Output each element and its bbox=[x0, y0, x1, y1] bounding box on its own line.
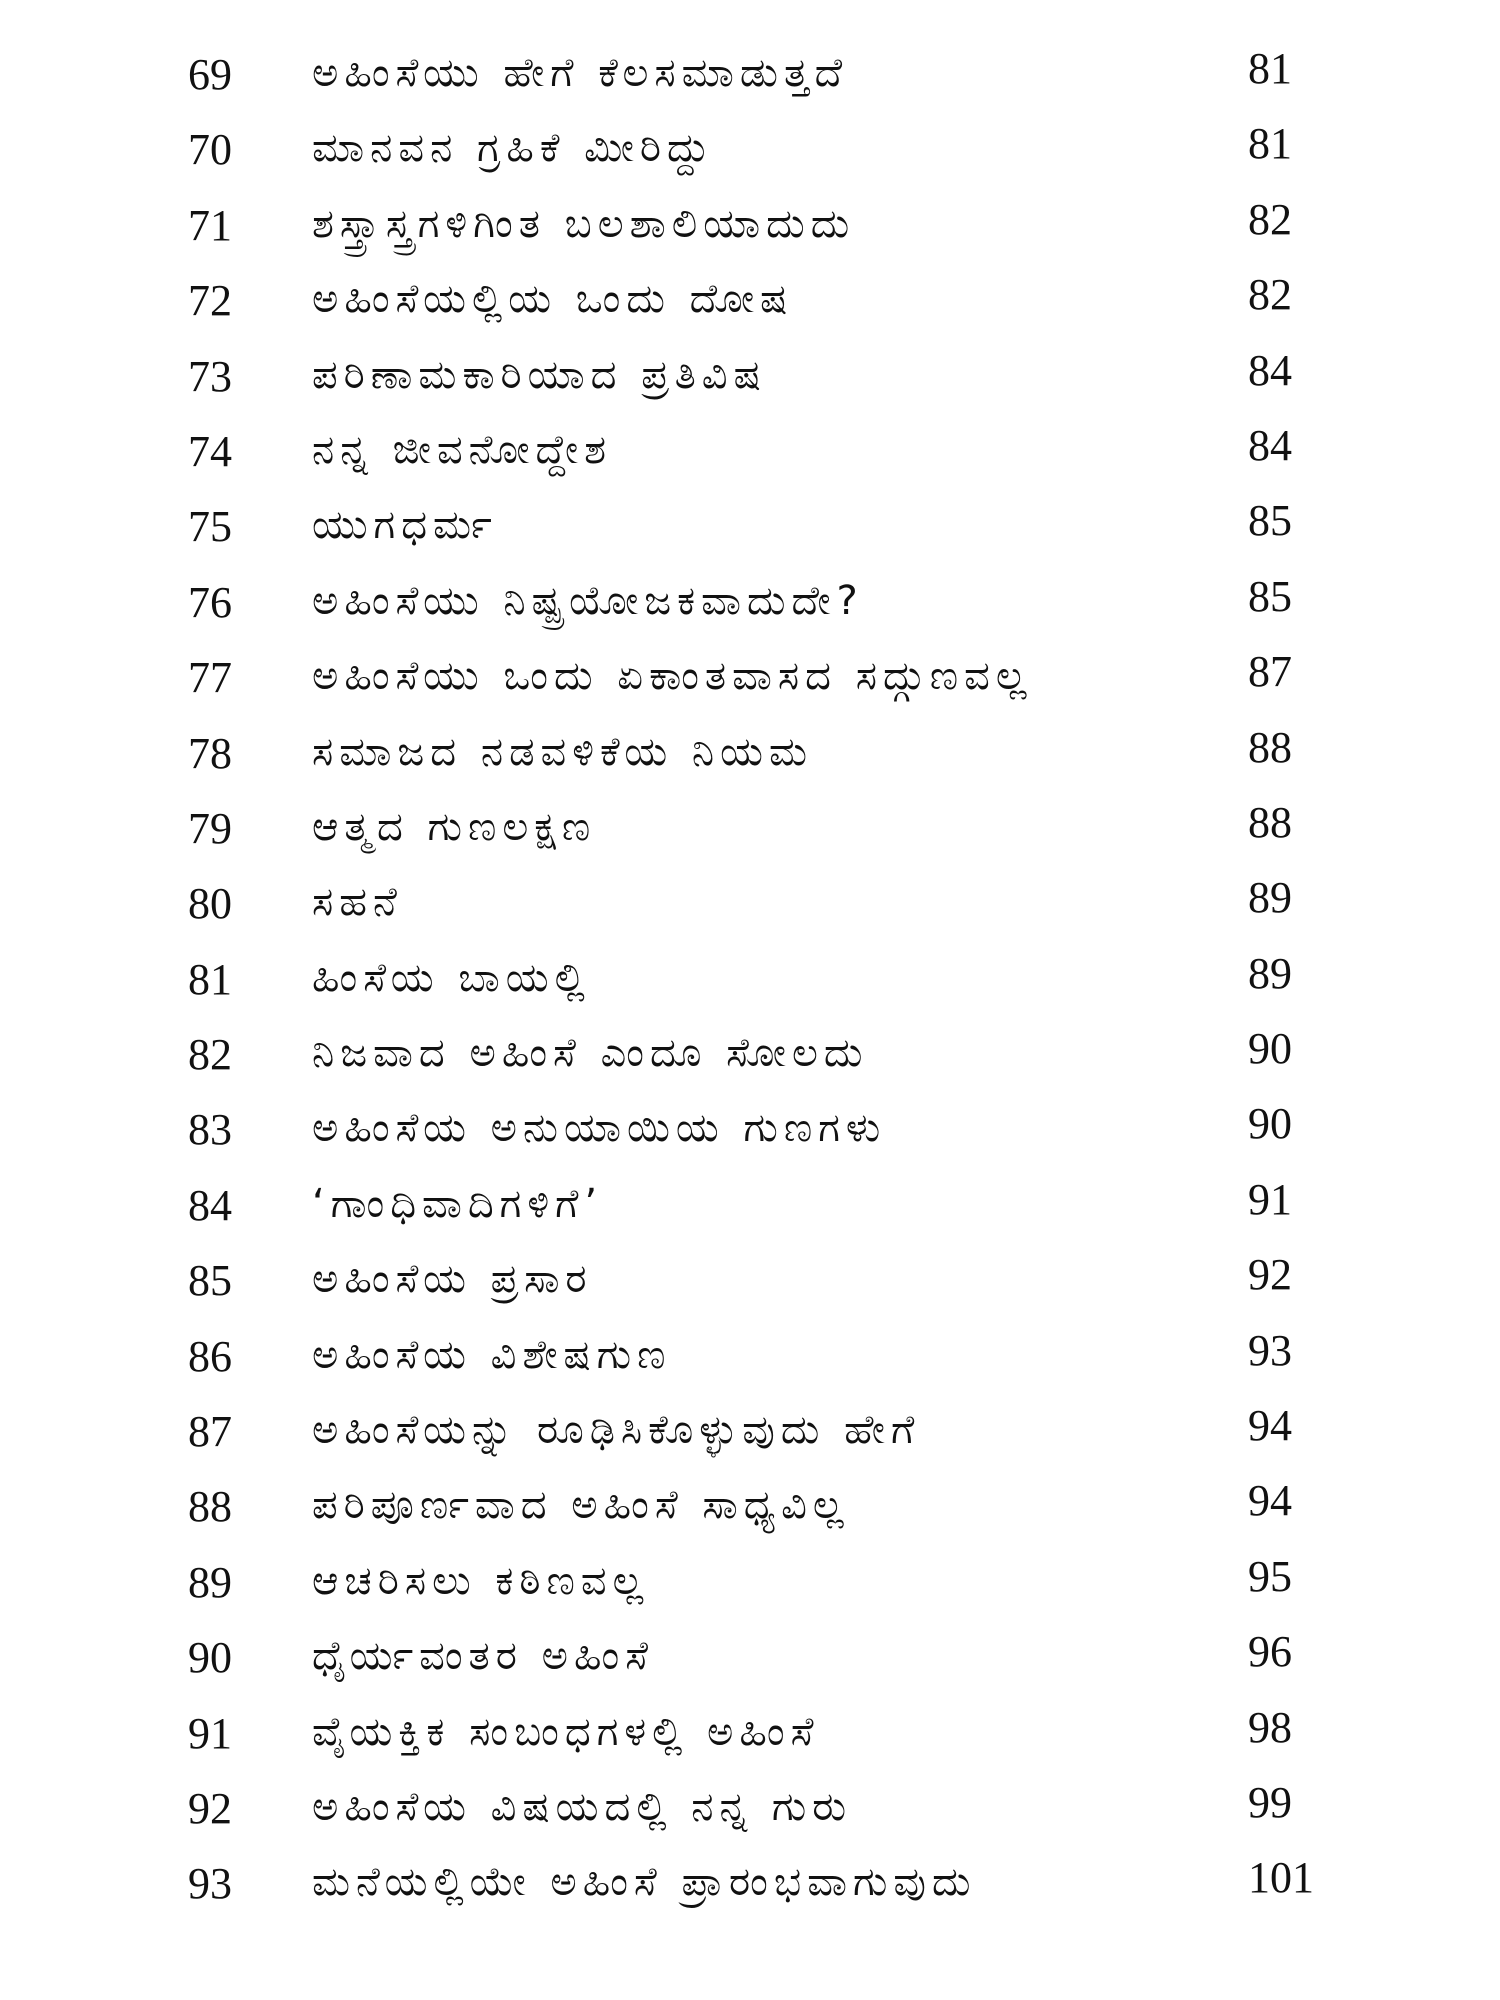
chapter-number: 87 bbox=[188, 1407, 232, 1457]
chapter-title: ಯುಗಧರ್ಮ bbox=[312, 502, 498, 549]
page-number: 85 bbox=[1248, 496, 1292, 546]
page-number: 88 bbox=[1248, 722, 1292, 772]
page-number: 82 bbox=[1248, 270, 1292, 320]
toc-entry bbox=[0, 1016, 1500, 1091]
chapter-title: ಶಸ್ತ್ರಾಸ್ತ್ರಗಳಿಗಿಂತ ಬಲಶಾಲಿಯಾದುದು bbox=[312, 200, 856, 247]
toc-entry bbox=[0, 865, 1500, 940]
page-number: 90 bbox=[1248, 1099, 1292, 1149]
toc-entry bbox=[0, 1619, 1500, 1694]
page-number: 91 bbox=[1248, 1174, 1292, 1224]
page-number: 84 bbox=[1248, 345, 1292, 395]
chapter-number: 89 bbox=[188, 1557, 232, 1607]
chapter-number: 83 bbox=[188, 1105, 232, 1155]
toc-entry bbox=[0, 1770, 1500, 1845]
page-number: 98 bbox=[1248, 1702, 1292, 1752]
toc-entry bbox=[0, 790, 1500, 865]
chapter-title: ‘ಗಾಂಧಿವಾದಿಗಳಿಗೆ’ bbox=[312, 1180, 604, 1227]
page-number: 85 bbox=[1248, 571, 1292, 621]
toc-entry bbox=[0, 262, 1500, 337]
chapter-number: 85 bbox=[188, 1256, 232, 1306]
page-number: 94 bbox=[1248, 1401, 1292, 1451]
chapter-title: ನಿಜವಾದ ಅಹಿಂಸೆ ಎಂದೂ ಸೋಲದು bbox=[312, 1030, 869, 1077]
chapter-number: 84 bbox=[188, 1180, 232, 1230]
chapter-number: 86 bbox=[188, 1331, 232, 1381]
chapter-title: ಅಹಿಂಸೆಯ ವಿಶೇಷಗುಣ bbox=[312, 1331, 672, 1378]
chapter-number: 92 bbox=[188, 1783, 232, 1833]
toc-entry bbox=[0, 715, 1500, 790]
table-of-contents bbox=[0, 36, 1500, 1921]
toc-entry bbox=[0, 1242, 1500, 1317]
toc-entry bbox=[0, 1544, 1500, 1619]
toc-entry bbox=[0, 1695, 1500, 1770]
chapter-number: 78 bbox=[188, 728, 232, 778]
toc-entry bbox=[0, 1318, 1500, 1393]
toc-entry bbox=[0, 111, 1500, 186]
chapter-number: 75 bbox=[188, 502, 232, 552]
chapter-title: ಅಹಿಂಸೆಯ ಪ್ರಸಾರ bbox=[312, 1256, 593, 1303]
chapter-number: 90 bbox=[188, 1633, 232, 1683]
chapter-title: ಹಿಂಸೆಯ ಬಾಯಲ್ಲಿ bbox=[312, 954, 591, 1001]
toc-entry bbox=[0, 1167, 1500, 1242]
chapter-title: ಪರಿಪೂರ್ಣವಾದ ಅಹಿಂಸೆ ಸಾಧ್ಯವಿಲ್ಲ bbox=[312, 1482, 850, 1529]
chapter-number: 74 bbox=[188, 426, 232, 476]
chapter-title: ಅಹಿಂಸೆಯಲ್ಲಿಯ ಒಂದು ದೋಷ bbox=[312, 276, 794, 323]
chapter-title: ಅಹಿಂಸೆಯ ಅನುಯಾಯಿಯ ಗುಣಗಳು bbox=[312, 1105, 887, 1152]
chapter-number: 72 bbox=[188, 276, 232, 326]
toc-entry bbox=[0, 36, 1500, 111]
page-number: 87 bbox=[1248, 647, 1292, 697]
page-number: 84 bbox=[1248, 420, 1292, 470]
toc-entry bbox=[0, 1393, 1500, 1468]
page-number: 89 bbox=[1248, 948, 1292, 998]
chapter-title: ಮಾನವನ ಗ್ರಹಿಕೆ ಮೀರಿದ್ದು bbox=[312, 125, 716, 172]
chapter-number: 88 bbox=[188, 1482, 232, 1532]
toc-entry bbox=[0, 564, 1500, 639]
chapter-title: ಆಚರಿಸಲು ಕಠಿಣವಲ್ಲ bbox=[312, 1557, 650, 1604]
toc-entry bbox=[0, 1091, 1500, 1166]
chapter-title: ನನ್ನ ಜೀವನೋದ್ದೇಶ bbox=[312, 426, 613, 473]
toc-entry bbox=[0, 1468, 1500, 1543]
chapter-number: 77 bbox=[188, 653, 232, 703]
toc-entry bbox=[0, 488, 1500, 563]
page-number: 89 bbox=[1248, 873, 1292, 923]
chapter-title: ಮನೆಯಲ್ಲಿಯೇ ಅಹಿಂಸೆ ಪ್ರಾರಂಭವಾಗುವುದು bbox=[312, 1859, 977, 1906]
toc-entry bbox=[0, 338, 1500, 413]
chapter-number: 76 bbox=[188, 577, 232, 627]
chapter-title: ಪರಿಣಾಮಕಾರಿಯಾದ ಪ್ರತಿವಿಷ bbox=[312, 351, 767, 398]
toc-entry bbox=[0, 639, 1500, 714]
chapter-number: 71 bbox=[188, 200, 232, 250]
chapter-number: 73 bbox=[188, 351, 232, 401]
page-number: 82 bbox=[1248, 194, 1292, 244]
chapter-number: 69 bbox=[188, 50, 232, 99]
chapter-title: ವೈಯಕ್ತಿಕ ಸಂಬಂಧಗಳಲ್ಲಿ ಅಹಿಂಸೆ bbox=[312, 1708, 820, 1755]
chapter-number: 79 bbox=[188, 803, 232, 853]
page-number: 99 bbox=[1248, 1777, 1292, 1827]
chapter-number: 91 bbox=[188, 1708, 232, 1758]
chapter-title: ಸಮಾಜದ ನಡವಳಿಕೆಯ ನಿಯಮ bbox=[312, 728, 814, 775]
chapter-number: 93 bbox=[188, 1859, 232, 1909]
chapter-title: ಅಹಿಂಸೆಯು ಹೇಗೆ ಕೆಲಸಮಾಡುತ್ತದೆ bbox=[312, 50, 849, 96]
toc-entry bbox=[0, 187, 1500, 262]
page-number: 88 bbox=[1248, 797, 1292, 847]
page-number: 92 bbox=[1248, 1250, 1292, 1300]
chapter-title: ಅಹಿಂಸೆಯು ಒಂದು ಏಕಾಂತವಾಸದ ಸದ್ಗುಣವಲ್ಲ bbox=[312, 653, 1033, 700]
page-number: 90 bbox=[1248, 1024, 1292, 1074]
page-number: 94 bbox=[1248, 1476, 1292, 1526]
page-number: 81 bbox=[1248, 44, 1292, 93]
chapter-title: ಸಹನೆ bbox=[312, 879, 403, 926]
page-number: 81 bbox=[1248, 119, 1292, 169]
page-number: 95 bbox=[1248, 1551, 1292, 1601]
chapter-title: ಅಹಿಂಸೆಯ ವಿಷಯದಲ್ಲಿ ನನ್ನ ಗುರು bbox=[312, 1783, 853, 1830]
page-number: 96 bbox=[1248, 1627, 1292, 1677]
toc-entry bbox=[0, 1845, 1500, 1920]
chapter-number: 82 bbox=[188, 1030, 232, 1080]
chapter-title: ಆತ್ಮದ ಗುಣಲಕ್ಷಣ bbox=[312, 803, 597, 850]
page-number: 93 bbox=[1248, 1325, 1292, 1375]
chapter-title: ಧೈರ್ಯವಂತರ ಅಹಿಂಸೆ bbox=[312, 1633, 655, 1680]
toc-entry bbox=[0, 413, 1500, 488]
toc-entry bbox=[0, 941, 1500, 1016]
chapter-number: 81 bbox=[188, 954, 232, 1004]
chapter-title: ಅಹಿಂಸೆಯು ನಿಷ್ಪ್ರಯೋಜಕವಾದುದೇ? bbox=[312, 577, 864, 624]
page-number: 101 bbox=[1248, 1853, 1314, 1903]
chapter-title: ಅಹಿಂಸೆಯನ್ನು ರೂಢಿಸಿಕೊಳ್ಳುವುದು ಹೇಗೆ bbox=[312, 1407, 921, 1454]
chapter-number: 80 bbox=[188, 879, 232, 929]
chapter-number: 70 bbox=[188, 125, 232, 175]
